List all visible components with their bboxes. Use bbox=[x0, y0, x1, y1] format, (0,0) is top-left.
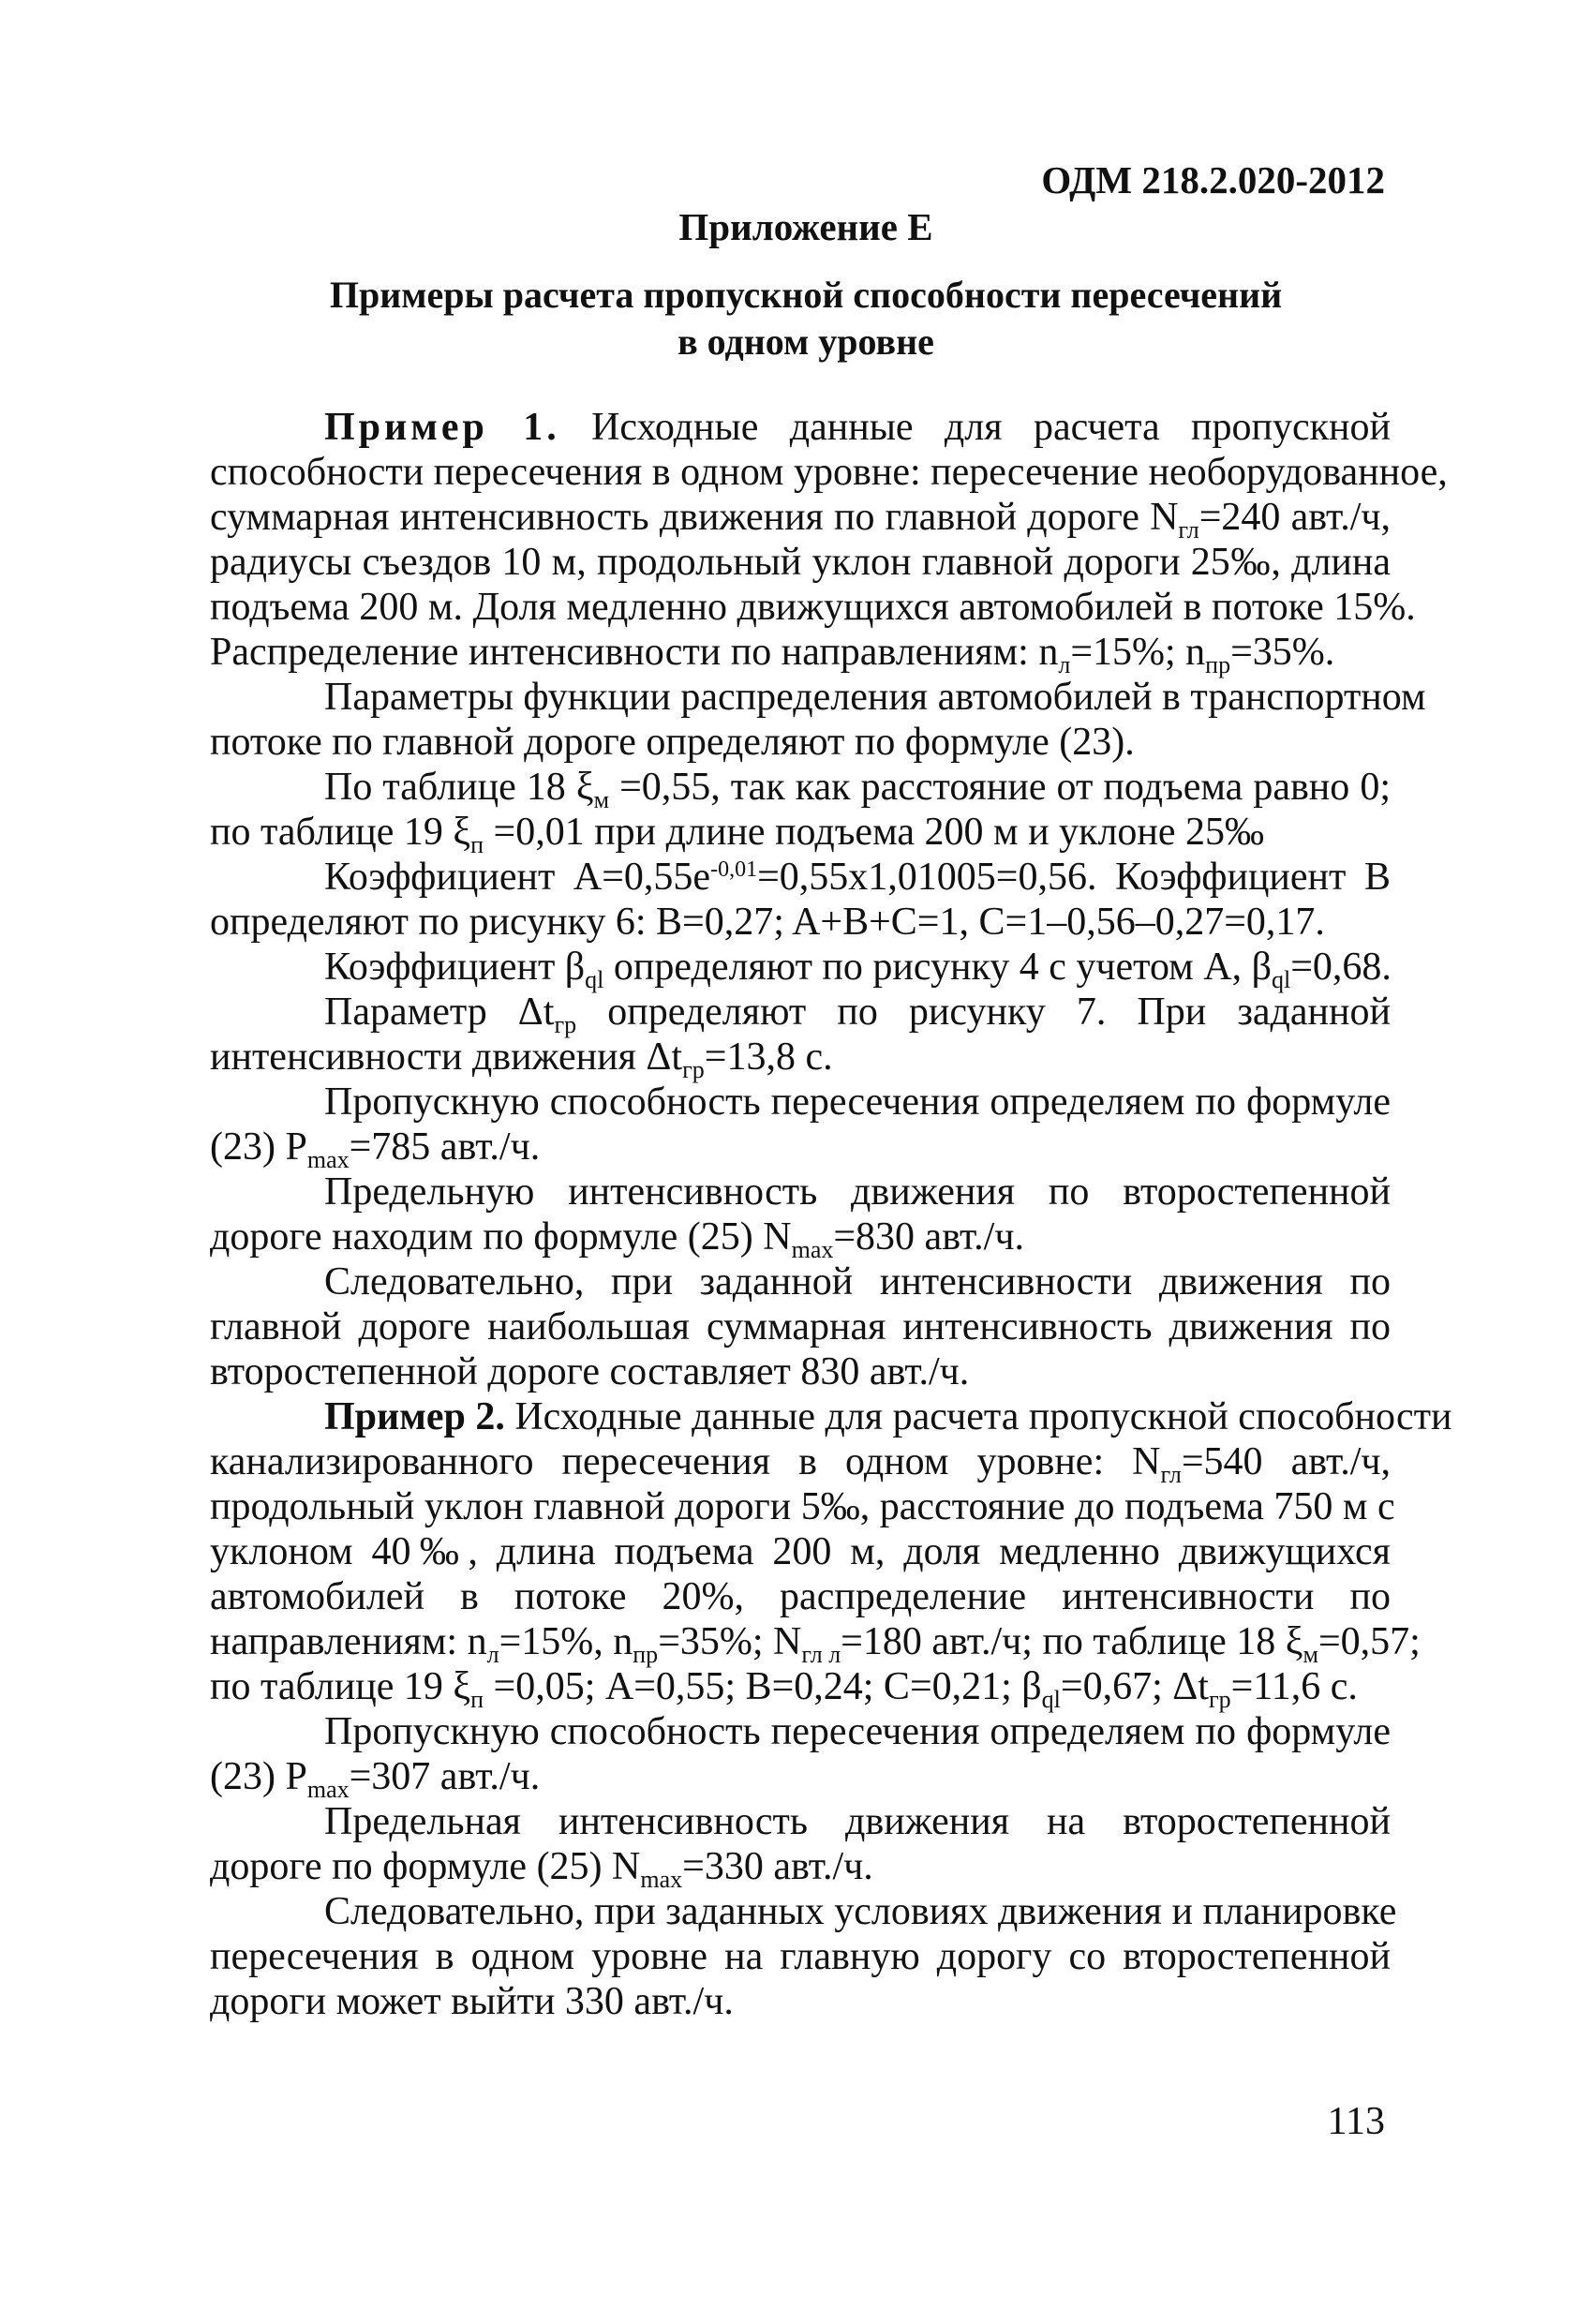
text-line: подъема 200 м. Доля медленно движущихся автомобилей в потоке 15%. bbox=[210, 586, 1416, 629]
text-fragment: направлениям: n bbox=[210, 1620, 487, 1663]
text-fragment: интенсивности движения Δt bbox=[210, 1035, 683, 1079]
page-title bbox=[281, 272, 1331, 365]
text-fragment: =35%; N bbox=[658, 1620, 802, 1663]
text-fragment: Исходные данные для расчета пропускной способности bbox=[504, 1395, 1452, 1438]
example-2-paragraph bbox=[210, 1394, 1452, 1713]
subscript: гр bbox=[554, 1011, 577, 1038]
text-line bbox=[210, 810, 1391, 858]
text-line bbox=[210, 1619, 1421, 1668]
text-fragment: Распределение интенсивности по направлениям: n bbox=[210, 631, 1059, 674]
text-fragment: =0,68. bbox=[1290, 946, 1392, 989]
appendix-heading: Приложение Е bbox=[678, 205, 933, 248]
text-line bbox=[210, 1844, 1391, 1893]
text-fragment: =540 авт./ч, bbox=[1181, 1440, 1391, 1483]
text-fragment: =15%, n bbox=[499, 1620, 633, 1663]
subscript: пр bbox=[633, 1641, 659, 1668]
text-line bbox=[210, 1664, 1391, 1713]
text-fragment: =0,55x1,01005=0,56. Коэффициент B bbox=[757, 856, 1391, 899]
paragraph bbox=[210, 855, 1391, 945]
text-fragment: =240 авт./ч, bbox=[1198, 496, 1391, 539]
paragraph bbox=[210, 1169, 1391, 1263]
text-fragment: Исходные данные для расчета пропускной bbox=[559, 406, 1391, 449]
text-fragment: Коэффициент A=0,55e bbox=[324, 856, 711, 899]
paragraph bbox=[210, 765, 1391, 858]
text-fragment: =0,05; A=0,55; B=0,24; C=0,21; β bbox=[484, 1665, 1042, 1708]
text-fragment: Коэффициент β bbox=[324, 946, 586, 989]
subscript: гл bbox=[1178, 516, 1199, 544]
text-line: определяют по рисунку 6: B=0,27; A+B+C=1, C=1–0,56–0,27=0,17. bbox=[210, 901, 1325, 944]
text-fragment: =330 авт./ч. bbox=[682, 1845, 873, 1888]
text-line bbox=[210, 1439, 1391, 1488]
text-fragment: дороге по формуле (25) N bbox=[210, 1845, 641, 1888]
subscript: ql bbox=[1271, 966, 1291, 993]
text-fragment: по таблице 19 ξ bbox=[210, 811, 471, 854]
text-fragment: =307 авт./ч. bbox=[349, 1755, 541, 1798]
body-text bbox=[210, 405, 1452, 2024]
text-fragment: =35%. bbox=[1230, 631, 1335, 674]
superscript: -0,01 bbox=[710, 857, 758, 882]
text-fragment: =0,55, так как расстояние от подъема равно 0; bbox=[609, 766, 1391, 809]
example-1-paragraph bbox=[210, 405, 1448, 678]
text-fragment: По таблице 18 ξ bbox=[324, 766, 594, 809]
text-line bbox=[210, 1394, 1452, 1439]
subscript: max bbox=[306, 1146, 350, 1173]
text-line bbox=[210, 1754, 1391, 1803]
title-line-2: в одном уровне bbox=[677, 320, 934, 363]
subscript: л bbox=[486, 1641, 499, 1668]
text-line: Следовательно, при заданной интенсивности движения по bbox=[324, 1260, 1391, 1304]
text-fragment: =0,67; Δt bbox=[1060, 1665, 1209, 1708]
paragraph bbox=[210, 990, 1391, 1083]
document-code: ОДМ 218.2.020-2012 bbox=[1041, 158, 1385, 201]
text-fragment: (23) P bbox=[210, 1755, 307, 1798]
example-1-label: Пример 1. bbox=[324, 406, 560, 449]
text-fragment: =830 авт./ч. bbox=[833, 1215, 1024, 1259]
text-line: автомобилей в потоке 20%, распределение интенсивности по bbox=[210, 1575, 1391, 1618]
text-line bbox=[210, 630, 1391, 678]
subscript: гр bbox=[682, 1056, 705, 1083]
text-line bbox=[210, 405, 1391, 450]
text-line: Пропускную способность пересечения определяем по формуле bbox=[324, 1080, 1391, 1124]
text-line: Предельную интенсивность движения по второстепенной bbox=[324, 1170, 1391, 1214]
page-number: 113 bbox=[1327, 2100, 1385, 2143]
text-fragment: по таблице 19 ξ bbox=[210, 1665, 471, 1708]
subscript: ql bbox=[1041, 1686, 1061, 1713]
text-line: главной дороге наибольшая суммарная интенсивность движения по bbox=[210, 1305, 1391, 1348]
subscript: м bbox=[593, 786, 610, 813]
text-line: уклоном 40‰, длина подъема 200 м, доля медленно движущихся bbox=[210, 1530, 1391, 1573]
text-line bbox=[210, 765, 1391, 813]
subscript: п bbox=[470, 1686, 484, 1713]
text-fragment: суммарная интенсивность движения по главной дороге N bbox=[210, 496, 1179, 539]
text-line: Пропускную способность пересечения определяем по формуле bbox=[324, 1710, 1391, 1753]
title-line-1: Примеры расчета пропускной способности пересечений bbox=[329, 274, 1283, 316]
text-fragment: =11,6 с. bbox=[1230, 1665, 1358, 1708]
text-fragment: определяют по рисунку 7. При заданной bbox=[576, 991, 1391, 1034]
subscript: пр bbox=[1205, 651, 1231, 678]
text-fragment: =0,01 при длине подъема 200 м и уклоне 25‰ bbox=[484, 811, 1265, 854]
subscript: л bbox=[1058, 651, 1071, 678]
text-line: Следовательно, при заданных условиях движения и планировке bbox=[324, 1890, 1397, 1933]
text-fragment: (23) P bbox=[210, 1125, 307, 1169]
subscript: гр bbox=[1208, 1686, 1231, 1713]
text-fragment: определяют по рисунку 4 с учетом А, β bbox=[603, 946, 1272, 989]
paragraph bbox=[210, 945, 1392, 993]
text-fragment: дороге находим по формуле (25) N bbox=[210, 1215, 792, 1259]
text-fragment: =785 авт./ч. bbox=[349, 1125, 541, 1169]
paragraph bbox=[210, 1259, 1391, 1394]
text-fragment: Параметр Δt bbox=[324, 991, 555, 1034]
paragraph bbox=[210, 1799, 1391, 1893]
subscript: м bbox=[1303, 1641, 1318, 1668]
subscript: max bbox=[791, 1236, 834, 1263]
subscript: гл bbox=[1160, 1461, 1182, 1488]
text-fragment: канализированного пересечения в одном уровне: N bbox=[210, 1440, 1161, 1483]
text-line bbox=[210, 855, 1391, 900]
subscript: max bbox=[640, 1866, 683, 1893]
subscript: max bbox=[306, 1776, 350, 1803]
text-fragment: =0,57; bbox=[1318, 1620, 1421, 1663]
paragraph bbox=[210, 675, 1426, 765]
text-line bbox=[210, 1125, 1391, 1173]
text-line bbox=[210, 990, 1391, 1038]
text-line: второстепенной дороге составляет 830 авт./ч. bbox=[210, 1350, 970, 1393]
text-line: дороги может выйти 330 авт./ч. bbox=[210, 1980, 734, 2023]
paragraph bbox=[210, 1709, 1391, 1803]
paragraph bbox=[210, 1889, 1397, 2024]
text-fragment: =180 авт./ч; по таблице 18 ξ bbox=[841, 1620, 1303, 1663]
text-line bbox=[210, 1214, 1391, 1263]
subscript: ql bbox=[585, 966, 604, 993]
text-fragment: =13,8 с. bbox=[704, 1035, 833, 1079]
text-line bbox=[210, 945, 1392, 993]
subscript: гл л bbox=[801, 1641, 841, 1668]
paragraph bbox=[210, 1080, 1391, 1173]
subscript: п bbox=[470, 831, 484, 858]
text-line: способности пересечения в одном уровне: пересечение необорудованное, bbox=[210, 451, 1448, 494]
text-line: пересечения в одном уровне на главную дорогу со второстепенной bbox=[210, 1935, 1391, 1978]
example-2-label: Пример 2. bbox=[324, 1395, 505, 1438]
text-line: потоке по главной дороге определяют по формуле (23). bbox=[210, 721, 1135, 764]
text-line: продольный уклон главной дороги 5‰, расстояние до подъема 750 м с bbox=[210, 1485, 1395, 1528]
text-line: радиусы съездов 10 м, продольный уклон главной дороги 25‰, длина bbox=[210, 541, 1391, 584]
text-fragment: =15%; n bbox=[1070, 631, 1206, 674]
text-line bbox=[210, 495, 1391, 544]
text-line: Предельная интенсивность движения на второстепенной bbox=[324, 1800, 1391, 1843]
text-line bbox=[210, 1035, 1391, 1083]
text-line: Параметры функции распределения автомобилей в транспортном bbox=[324, 676, 1426, 719]
